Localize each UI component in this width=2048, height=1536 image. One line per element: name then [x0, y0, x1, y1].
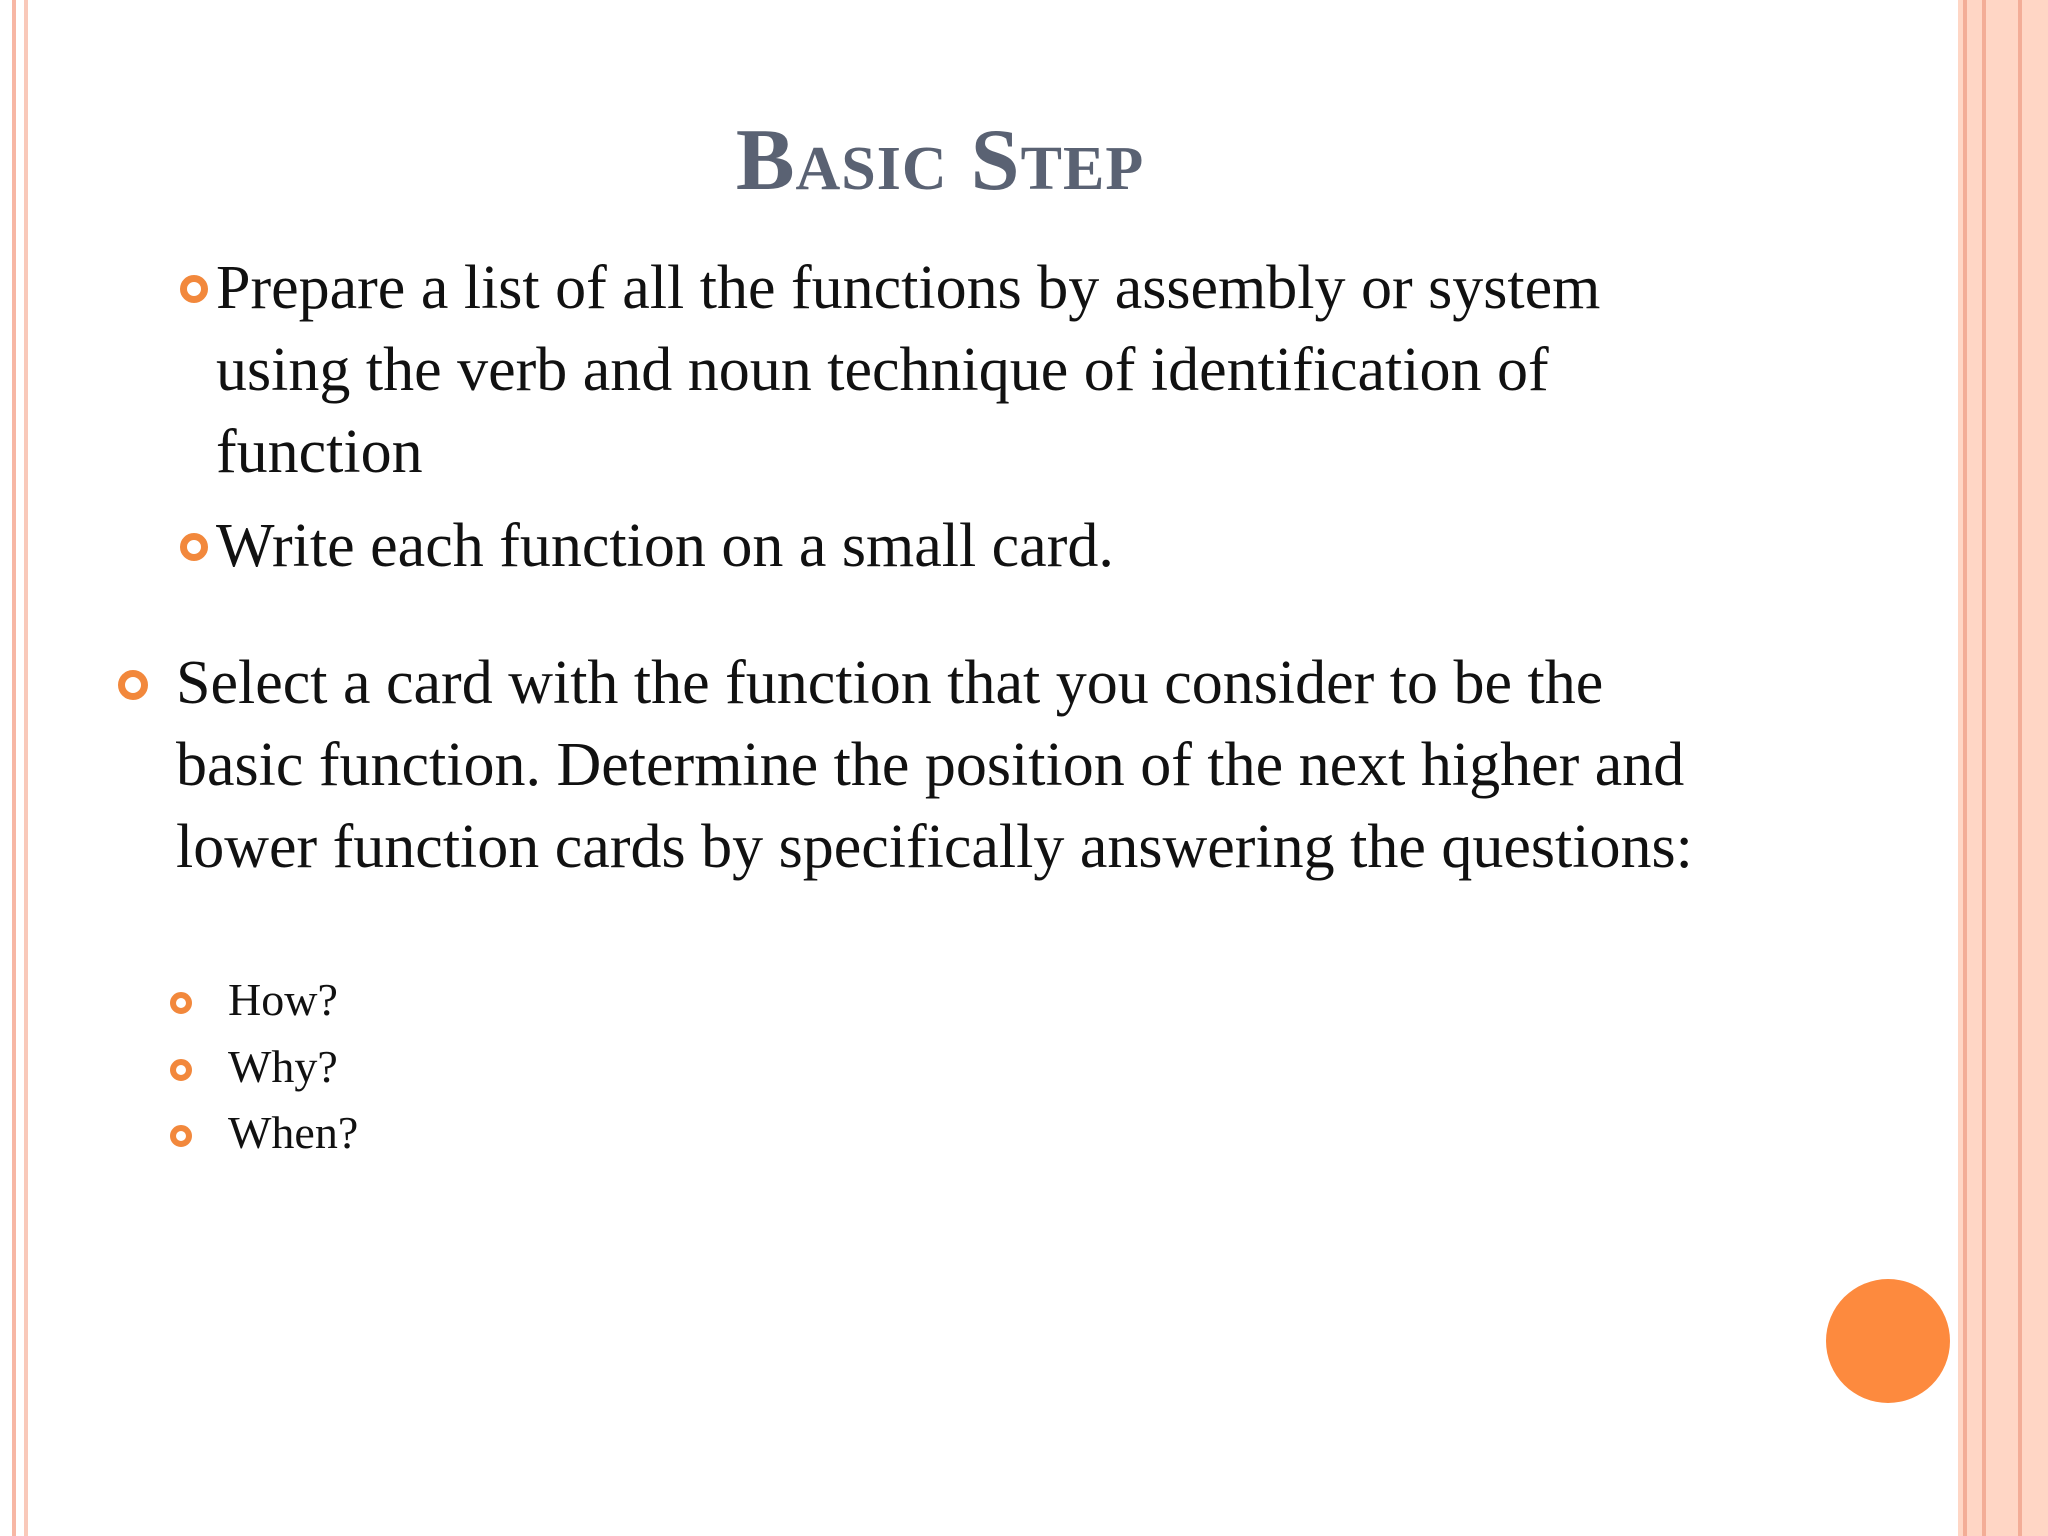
- bullet-text: Select a card with the function that you consider to be the basic function. Determine the position of the next higher and lower function cards by specifically answering the questions:: [176, 649, 1693, 881]
- right-border-panel: [1958, 0, 2048, 1536]
- sub-bullet-ring-icon: [170, 1059, 192, 1081]
- right-border-line: [2018, 0, 2022, 1536]
- slide-title: Basic Step: [735, 112, 1145, 209]
- bullet-ring-icon: [180, 533, 208, 561]
- sub-bullet-item: [228, 970, 338, 1030]
- sub-bullet-text: How?: [228, 974, 338, 1025]
- sub-bullet-ring-icon: [170, 992, 192, 1014]
- left-border-stripe-inner: [24, 0, 28, 1536]
- bullet-item: [216, 247, 1636, 493]
- left-border-stripe: [12, 0, 16, 1536]
- bullet-item: [216, 505, 1636, 587]
- sub-bullet-text: Why?: [228, 1041, 338, 1092]
- sub-bullet-ring-icon: [170, 1125, 192, 1147]
- bullet-text: Prepare a list of all the functions by assembly or system using the verb and noun technique of identification of function: [216, 254, 1601, 486]
- bullet-item: [176, 642, 1696, 888]
- sub-bullet-text: When?: [228, 1107, 359, 1158]
- sub-bullet-item: [228, 1037, 338, 1097]
- right-border-line: [1963, 0, 1967, 1536]
- bullet-ring-icon: [118, 670, 148, 700]
- decorative-circle: [1826, 1279, 1950, 1403]
- bullet-text: Write each function on a small card.: [216, 512, 1114, 580]
- right-border-line: [1982, 0, 1986, 1536]
- bullet-ring-icon: [180, 275, 208, 303]
- sub-bullet-item: [228, 1103, 358, 1163]
